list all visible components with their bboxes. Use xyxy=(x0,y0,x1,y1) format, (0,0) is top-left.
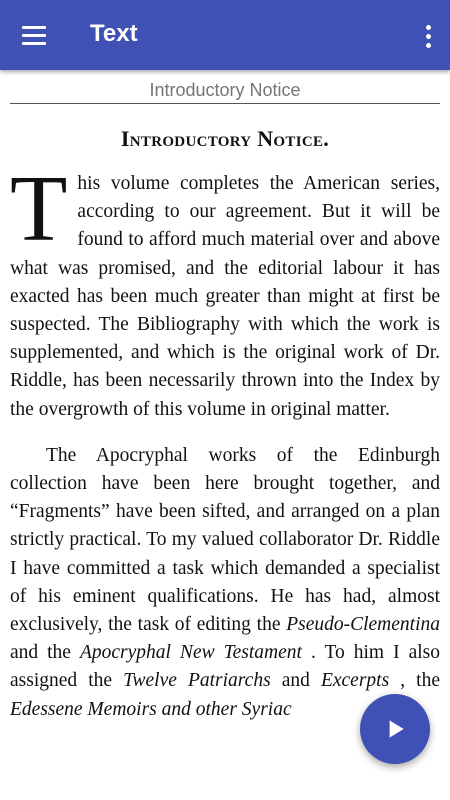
chapter-heading: Introductory Notice xyxy=(10,80,440,104)
italic-title: Twelve Patriarchs xyxy=(123,670,271,692)
italic-title: Apocryphal New Testament xyxy=(79,642,302,664)
play-icon xyxy=(382,716,408,742)
paragraph-2-text: . To him I also assigned the xyxy=(10,642,440,692)
hamburger-menu-icon[interactable] xyxy=(14,18,54,52)
paragraph-2-text: and xyxy=(270,670,321,692)
italic-title: Edessene Memoirs and other Syriac xyxy=(10,698,292,720)
paragraph-1 xyxy=(10,157,440,424)
paragraph-1-text: his volume completes the American series, according to our agreement. But it will be found to afford much material over and above what was promised, and the editorial labour it has exacted has been much greater than might at first be suspected. The Bibliography with which the work is supplemented, and which is the original work of Dr. Riddle, has been necessarily thrown into the Index by the overgrowth of this volume in original matter. xyxy=(10,173,440,420)
app-title: Text xyxy=(90,20,138,47)
paragraph-2-text: and the xyxy=(10,642,80,664)
paragraph-2 xyxy=(10,442,440,724)
app-bar xyxy=(0,0,450,70)
reader-content[interactable] xyxy=(0,70,450,800)
section-title: Introductory Notice. xyxy=(120,126,330,151)
more-vert-icon[interactable] xyxy=(420,20,436,52)
drop-cap-letter: T xyxy=(10,157,68,261)
italic-title: Excerpts xyxy=(320,670,390,692)
paragraph-2-text: , the xyxy=(389,670,440,692)
play-button[interactable] xyxy=(360,694,430,764)
paragraph-2-text: The Apocryphal works of the Edinburgh collection have been here brought together, and “Fragments” have been sifted, and arranged on a plan strictly practical. To my valued collaborator Dr. Riddle I have committed a task which demanded a specialist of his eminent qualifications. He has had, almost exclusively, the task of editing the xyxy=(10,444,440,636)
italic-title: Pseudo-Clementina xyxy=(286,614,440,636)
